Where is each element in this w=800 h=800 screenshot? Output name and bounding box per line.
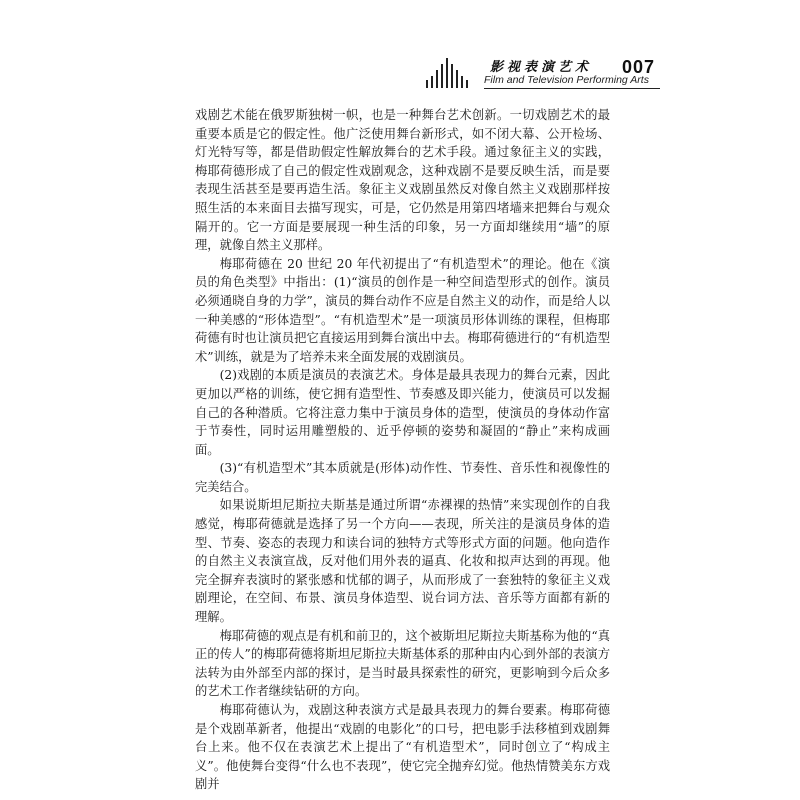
- paragraph: (2)戏剧的本质是演员的表演艺术。身体是最具表现力的舞台元素，因此更加以严格的训练，使它拥有造型性、节奏感及即兴能力，使演员可以发掘自己的各种潜质。它将注意力集中于演员身体的造型，使演员的身体动作富于节奏性，同时运用雕塑般的、近乎停顿的姿势和凝固的“静止”来构成画面。: [195, 368, 610, 457]
- page-header: [0, 0, 800, 100]
- body-text: [195, 106, 610, 794]
- sound-bars-logo-icon: [426, 58, 476, 88]
- paragraph: 戏剧艺术能在俄罗斯独树一帜，也是一种舞台艺术创新。一切戏剧艺术的最重要本质是它的假定性。他广泛使用舞台新形式，如不闭大幕、公开检场、灯光特写等，都是借助假定性解放舞台的艺术手段。通过象征主义的实践，梅耶荷德形成了自己的假定性戏剧观念，这种戏剧不是要反映生活，而是要表现生活甚至是要再造生活。象征主义戏剧虽然反对像自然主义戏剧那样按照生活的本来面目去描写现实，可是，它仍然是用第四堵墙来把舞台与观众隔开的。它一方面是要展现一种生活的印象，另一方面却继续用“墙”的原理，就像自然主义那样。: [195, 108, 610, 253]
- paragraph: (3)“有机造型术”其本质就是(形体)动作性、节奏性、音乐性和视像性的完美结合。: [195, 461, 610, 494]
- paragraph: 梅耶荷德认为，戏剧这种表演方式是最具表现力的舞台要素。梅耶荷德是个戏剧革新者，他提出“戏剧的电影化”的口号，把电影手法移植到戏剧舞台上来。他不仅在表演艺术上提出了“有机造型术”，同时创立了“构成主义”。他使舞台变得“什么也不表现”，使它完全抛弃幻觉。他热情赞美东方戏剧并: [195, 703, 610, 792]
- paragraph: 如果说斯坦尼斯拉夫斯基是通过所谓“赤裸裸的热情”来实现创作的自我感觉，梅耶荷德就是选择了另一个方向——表现，所关注的是演员身体的造型、节奏、姿态的表现力和读台词的独特方式等形式方面的问题。他向造作的自然主义表演宣战，反对他们用外表的逼真、化妆和拟声达到的再现。他完全摒弃表演时的紧张感和忧郁的调子，从而形成了一套独特的象征主义戏剧理论，在空间、布景、演员身体造型、说台词方法、音乐等方面都有新的理解。: [195, 498, 610, 625]
- header-divider: [484, 88, 660, 89]
- running-header-title: 影视表演艺术: [490, 60, 593, 75]
- paragraph: 梅耶荷德在 20 世纪 20 年代初提出了“有机造型术”的理论。他在《演员的角色类型》中指出：(1)“演员的创作是一种空间造型形式的创作。演员必须通晓自身的力学”，演员的舞台动作不应是自然主义的动作，而是给人以一种美感的“形体造型”。“有机造型术”是一项演员形体训练的课程，但梅耶荷德有时也让演员把它直接运用到舞台演出中去。梅耶荷德进行的“有机造型术”训练，就是为了培养未来全面发展的戏剧演员。: [195, 256, 610, 364]
- running-header-subtitle: Film and Television Performing Arts: [484, 74, 649, 86]
- page-number: 007: [622, 57, 656, 77]
- paragraph: 梅耶荷德的观点是有机和前卫的，这个被斯坦尼斯拉夫斯基称为他的“真正的传人”的梅耶荷德将斯坦尼斯拉夫斯基体系的那种由内心到外部的表演方法转为由外部至内部的探讨，是当时最具探索性的研究，更影响到今后众多的艺术工作者继续钻研的方向。: [195, 628, 610, 699]
